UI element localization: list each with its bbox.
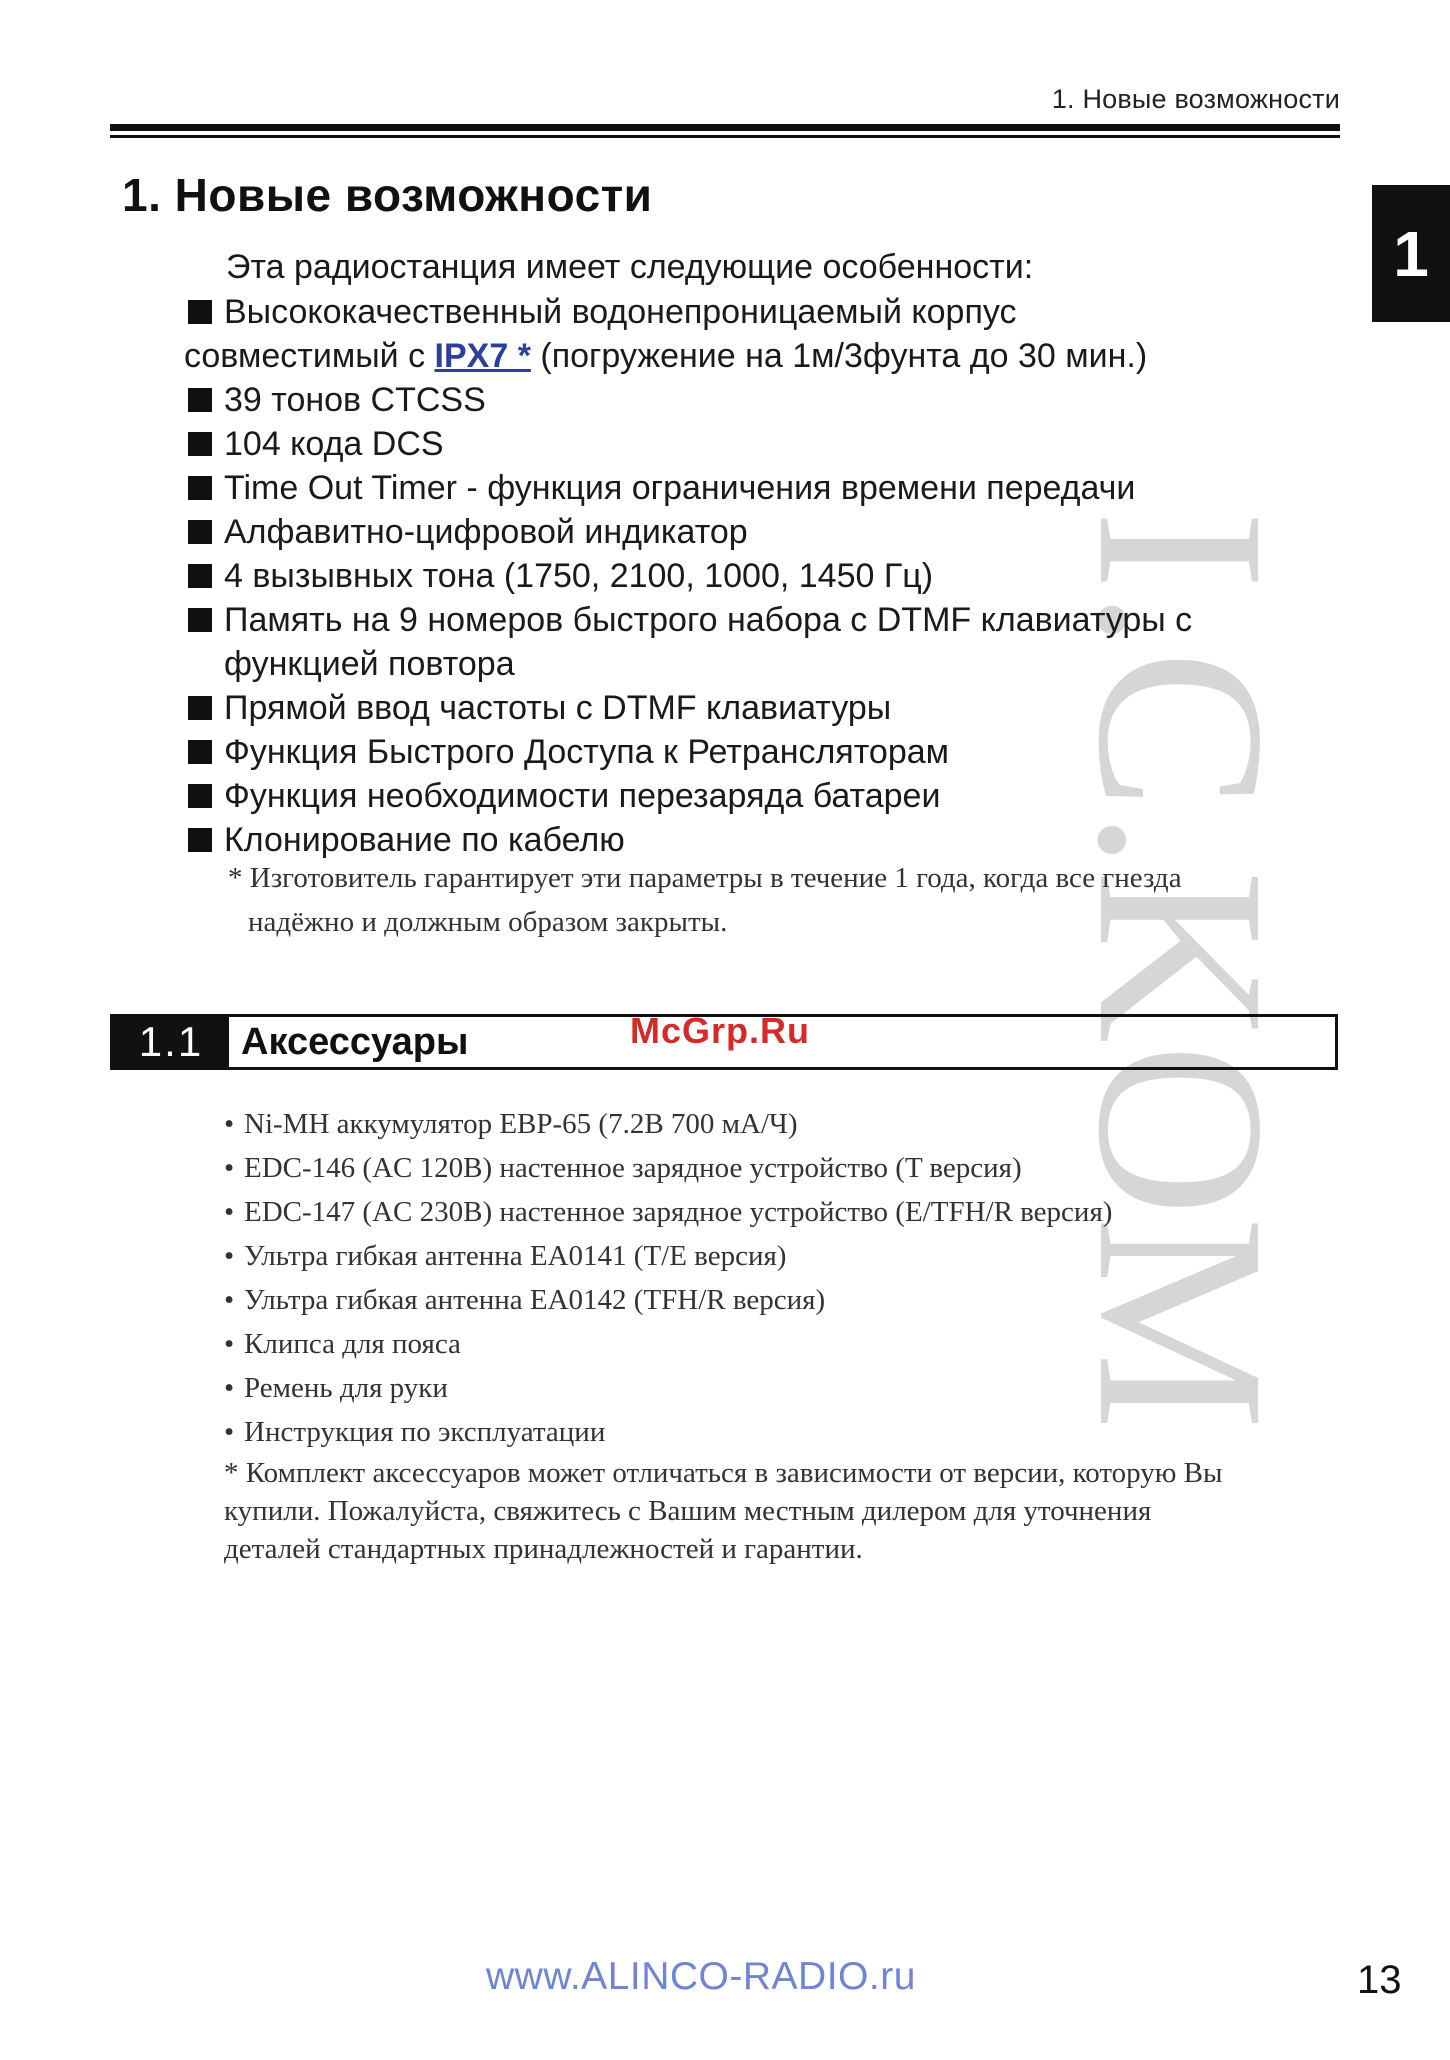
square-bullet-icon bbox=[188, 388, 212, 412]
feature-item-continuation bbox=[184, 334, 1324, 378]
feature-item: Алфавитно-цифровой индикатор bbox=[184, 510, 1324, 554]
header-rule-thick bbox=[110, 124, 1340, 131]
square-bullet-icon bbox=[188, 784, 212, 808]
feature-item: Клонирование по кабелю bbox=[184, 818, 1324, 862]
warranty-note: * Изготовитель гарантирует эти параметры в течение 1 года, когда все гнезда надёжно и должным образом закрыты. bbox=[228, 862, 1182, 938]
site-stamp: McGrp.Ru bbox=[630, 1010, 811, 1051]
page-number: 13 bbox=[1357, 1958, 1402, 2002]
footer-url-link[interactable]: www.ALINCO-RADIO.ru bbox=[486, 1955, 916, 1998]
header-rule-thin bbox=[110, 135, 1340, 138]
running-header: 1. Новые возможности bbox=[1051, 84, 1340, 114]
square-bullet-icon bbox=[188, 432, 212, 456]
square-bullet-icon bbox=[188, 520, 212, 544]
section-number: 1.1 bbox=[113, 1017, 229, 1067]
feature-item: Функция Быстрого Доступа к Ретрансляторам bbox=[184, 730, 1324, 774]
feature-text: совместимый с bbox=[184, 337, 435, 375]
feature-item: 4 вызывных тона (1750, 2100, 1000, 1450 Гц) bbox=[184, 554, 1324, 598]
list-item: • Клипса для пояса bbox=[224, 1328, 461, 1360]
feature-item: 39 тонов CTCSS bbox=[184, 378, 1324, 422]
list-item: • Инструкция по эксплуатации bbox=[224, 1416, 606, 1448]
feature-text: (погружение на 1м/3фунта до 30 мин.) bbox=[530, 337, 1148, 375]
feature-text: Высококачественный водонепроницаемый корпус bbox=[224, 293, 1017, 331]
chapter-tab: 1 bbox=[1372, 185, 1450, 322]
page-title: 1. Новые возможности bbox=[122, 169, 653, 221]
feature-item: Time Out Timer - функция ограничения времени передачи bbox=[184, 466, 1324, 510]
square-bullet-icon bbox=[188, 740, 212, 764]
accessories-list bbox=[224, 1102, 1344, 1454]
square-bullet-icon bbox=[188, 608, 212, 632]
list-item: • Ремень для руки bbox=[224, 1372, 448, 1404]
square-bullet-icon bbox=[188, 476, 212, 500]
square-bullet-icon bbox=[188, 828, 212, 852]
square-bullet-icon bbox=[188, 300, 212, 324]
list-item: • EDC-146 (AC 120B) настенное зарядное устройство (T версия) bbox=[224, 1152, 1022, 1184]
section-title: Аксессуары bbox=[241, 1021, 469, 1063]
intro-text: Эта радиостанция имеет следующие особенности: bbox=[226, 248, 1034, 286]
list-item: • Ni-MH аккумулятор EBP-65 (7.2В 700 мА/Ч) bbox=[224, 1108, 798, 1140]
feature-item bbox=[184, 290, 1324, 334]
feature-item: 104 кода DCS bbox=[184, 422, 1324, 466]
list-item: • EDC-147 (AC 230B) настенное зарядное устройство (E/TFH/R версия) bbox=[224, 1196, 1113, 1228]
feature-item: Функция необходимости перезаряда батареи bbox=[184, 774, 1324, 818]
list-item: • Ультра гибкая антенна EA0142 (TFH/R версия) bbox=[224, 1284, 826, 1316]
ipx7-link[interactable]: IPX7 * bbox=[434, 337, 531, 375]
square-bullet-icon bbox=[188, 564, 212, 588]
feature-item: Память на 9 номеров быстрого набора с DTMF клавиатуры с функцией повтора bbox=[184, 598, 1324, 686]
feature-list bbox=[184, 290, 1324, 862]
accessories-note: * Комплект аксессуаров может отличаться в зависимости от версии, которую Вы купили. Пожалуйста, свяжитесь с Вашим местным дилером для уточнения деталей стандартных принадлежностей и гарантии. bbox=[224, 1457, 1223, 1565]
square-bullet-icon bbox=[188, 696, 212, 720]
list-item: • Ультра гибкая антенна EA0141 (T/E версия) bbox=[224, 1240, 787, 1272]
watermark-logo: I.C.KOM bbox=[1049, 510, 1315, 1431]
feature-item: Прямой ввод частоты с DTMF клавиатуры bbox=[184, 686, 1324, 730]
